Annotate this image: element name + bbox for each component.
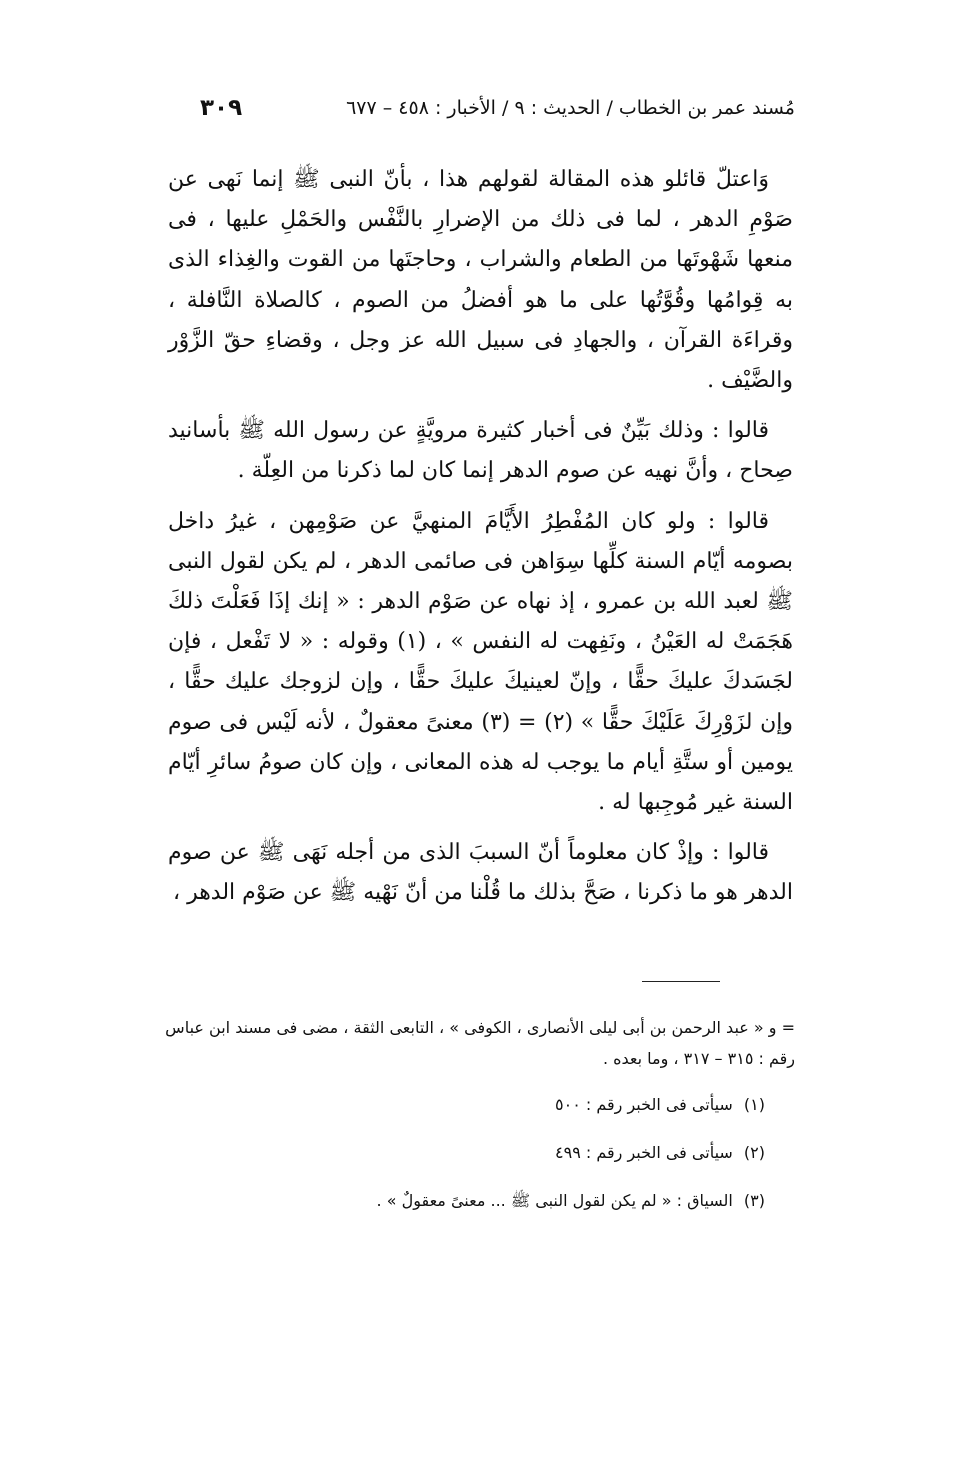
page-number: ٣٠٩ — [200, 95, 243, 121]
footnote-text: سيأتى فى الخبر رقم : ٤٩٩ — [555, 1143, 733, 1162]
paragraph-2: قالوا : وذلك بَيِّنٌ فى أخبار كثيرة مرويَّةٍ عن رسول الله ﷺ بأسانيد صِحاح ، وأنَّ نهيه عن صوم الدهر إنما كان لما ذكرنا من العِلّة . — [168, 418, 793, 484]
page-header — [170, 88, 795, 128]
footnote-number: (٣) — [743, 1191, 765, 1210]
footnote-2 — [150, 1138, 765, 1168]
paragraph-3: قالوا : ولو كان المُفْطِرُ الأَيَّامَ المنهيَّ عن صَوْمِهن ، غيرُ داخل بصومه أيّام السنة كلِّها سِوَاهن فى صائمى الدهر ، لم يكن لقول النبى ﷺ لعبد الله بن عمرو ، إذ نهاه عن صَوْم الدهر : « إنك إذَا فَعَلْتَ ذلكَ هَجَمَتْ له العَيْنُ ، ونَفِهت له النفس » ، (١) وقوله : « لا تَفْعل ، فإن لجَسَدكَ عليكَ حقًّا ، وإنّ لعينيكَ عليكَ حقًّا ، وإن لزوجك عليك حقًّا ، وإن لزَوْرِكَ عَلَيْكَ حقًّا » (٢) = (٣) معنىً معقولٌ ، لأنه لَيْس فى صوم يومين أو ستَّةِ أيام ما يوجب له هذه المعانى ، وإن كان صومُ سائرِ أيّام السنة غير مُوجِبها له . — [168, 508, 793, 816]
footnote-continuation: = و « عبد الرحمن بن أبى ليلى الأنصارى ، الكوفى » ، التابعى الثقة ، مضى فى مسند ابن عباس رقم : ٣١٥ – ٣١٧ ، وما بعده . — [165, 1018, 795, 1068]
paragraph-4: قالوا : وإذْ كان معلوماً أنّ السببَ الذى من أجله نَهَى ﷺ عن صوم الدهر هو ما ذكرنا ، صَحَّ بذلك ما قُلْنا من أنّ نَهْيه ﷺ عن صَوْم الدهر ، — [168, 840, 793, 906]
main-text — [168, 160, 793, 924]
footnote-1 — [150, 1090, 765, 1120]
footnote-number: (١) — [743, 1095, 765, 1114]
footnote-text: السياق : « لم يكن لقول النبى ﷺ ... معنىً معقولٌ » . — [376, 1191, 733, 1210]
running-head: مُسند عمر بن الخطاب / الحديث : ٩ / الأخبار : ٤٥٨ – ٦٧٧ — [346, 97, 795, 119]
footnotes — [150, 1012, 795, 1234]
footnote-number: (٢) — [743, 1143, 765, 1162]
footnote-divider — [642, 981, 720, 982]
paragraph-1: وَاعتلّ قائلو هذه المقالة لقولهم هذا ، بأنّ النبى ﷺ إنما نَهى عن صَوْمِ الدهر ، لما فى ذلك من الإضرارِ بالنَّفْس والحَمْلِ عليها ، فى منعها شَهْوتَها من الطعام والشراب ، وحاجتَها من القوت والغِذاء الذى به قِوامُها وقُوَّتُها على ما هو أفضلُ من الصوم ، كالصلاة النَّافلة ، وقراءَة القرآن ، والجهادِ فى سبيل الله عز وجل ، وقضاءِ حقّ الزَّوْر والضَّيْف . — [168, 167, 793, 394]
footnote-text: سيأتى فى الخبر رقم : ٥٠٠ — [555, 1095, 733, 1114]
footnote-3 — [150, 1186, 765, 1216]
